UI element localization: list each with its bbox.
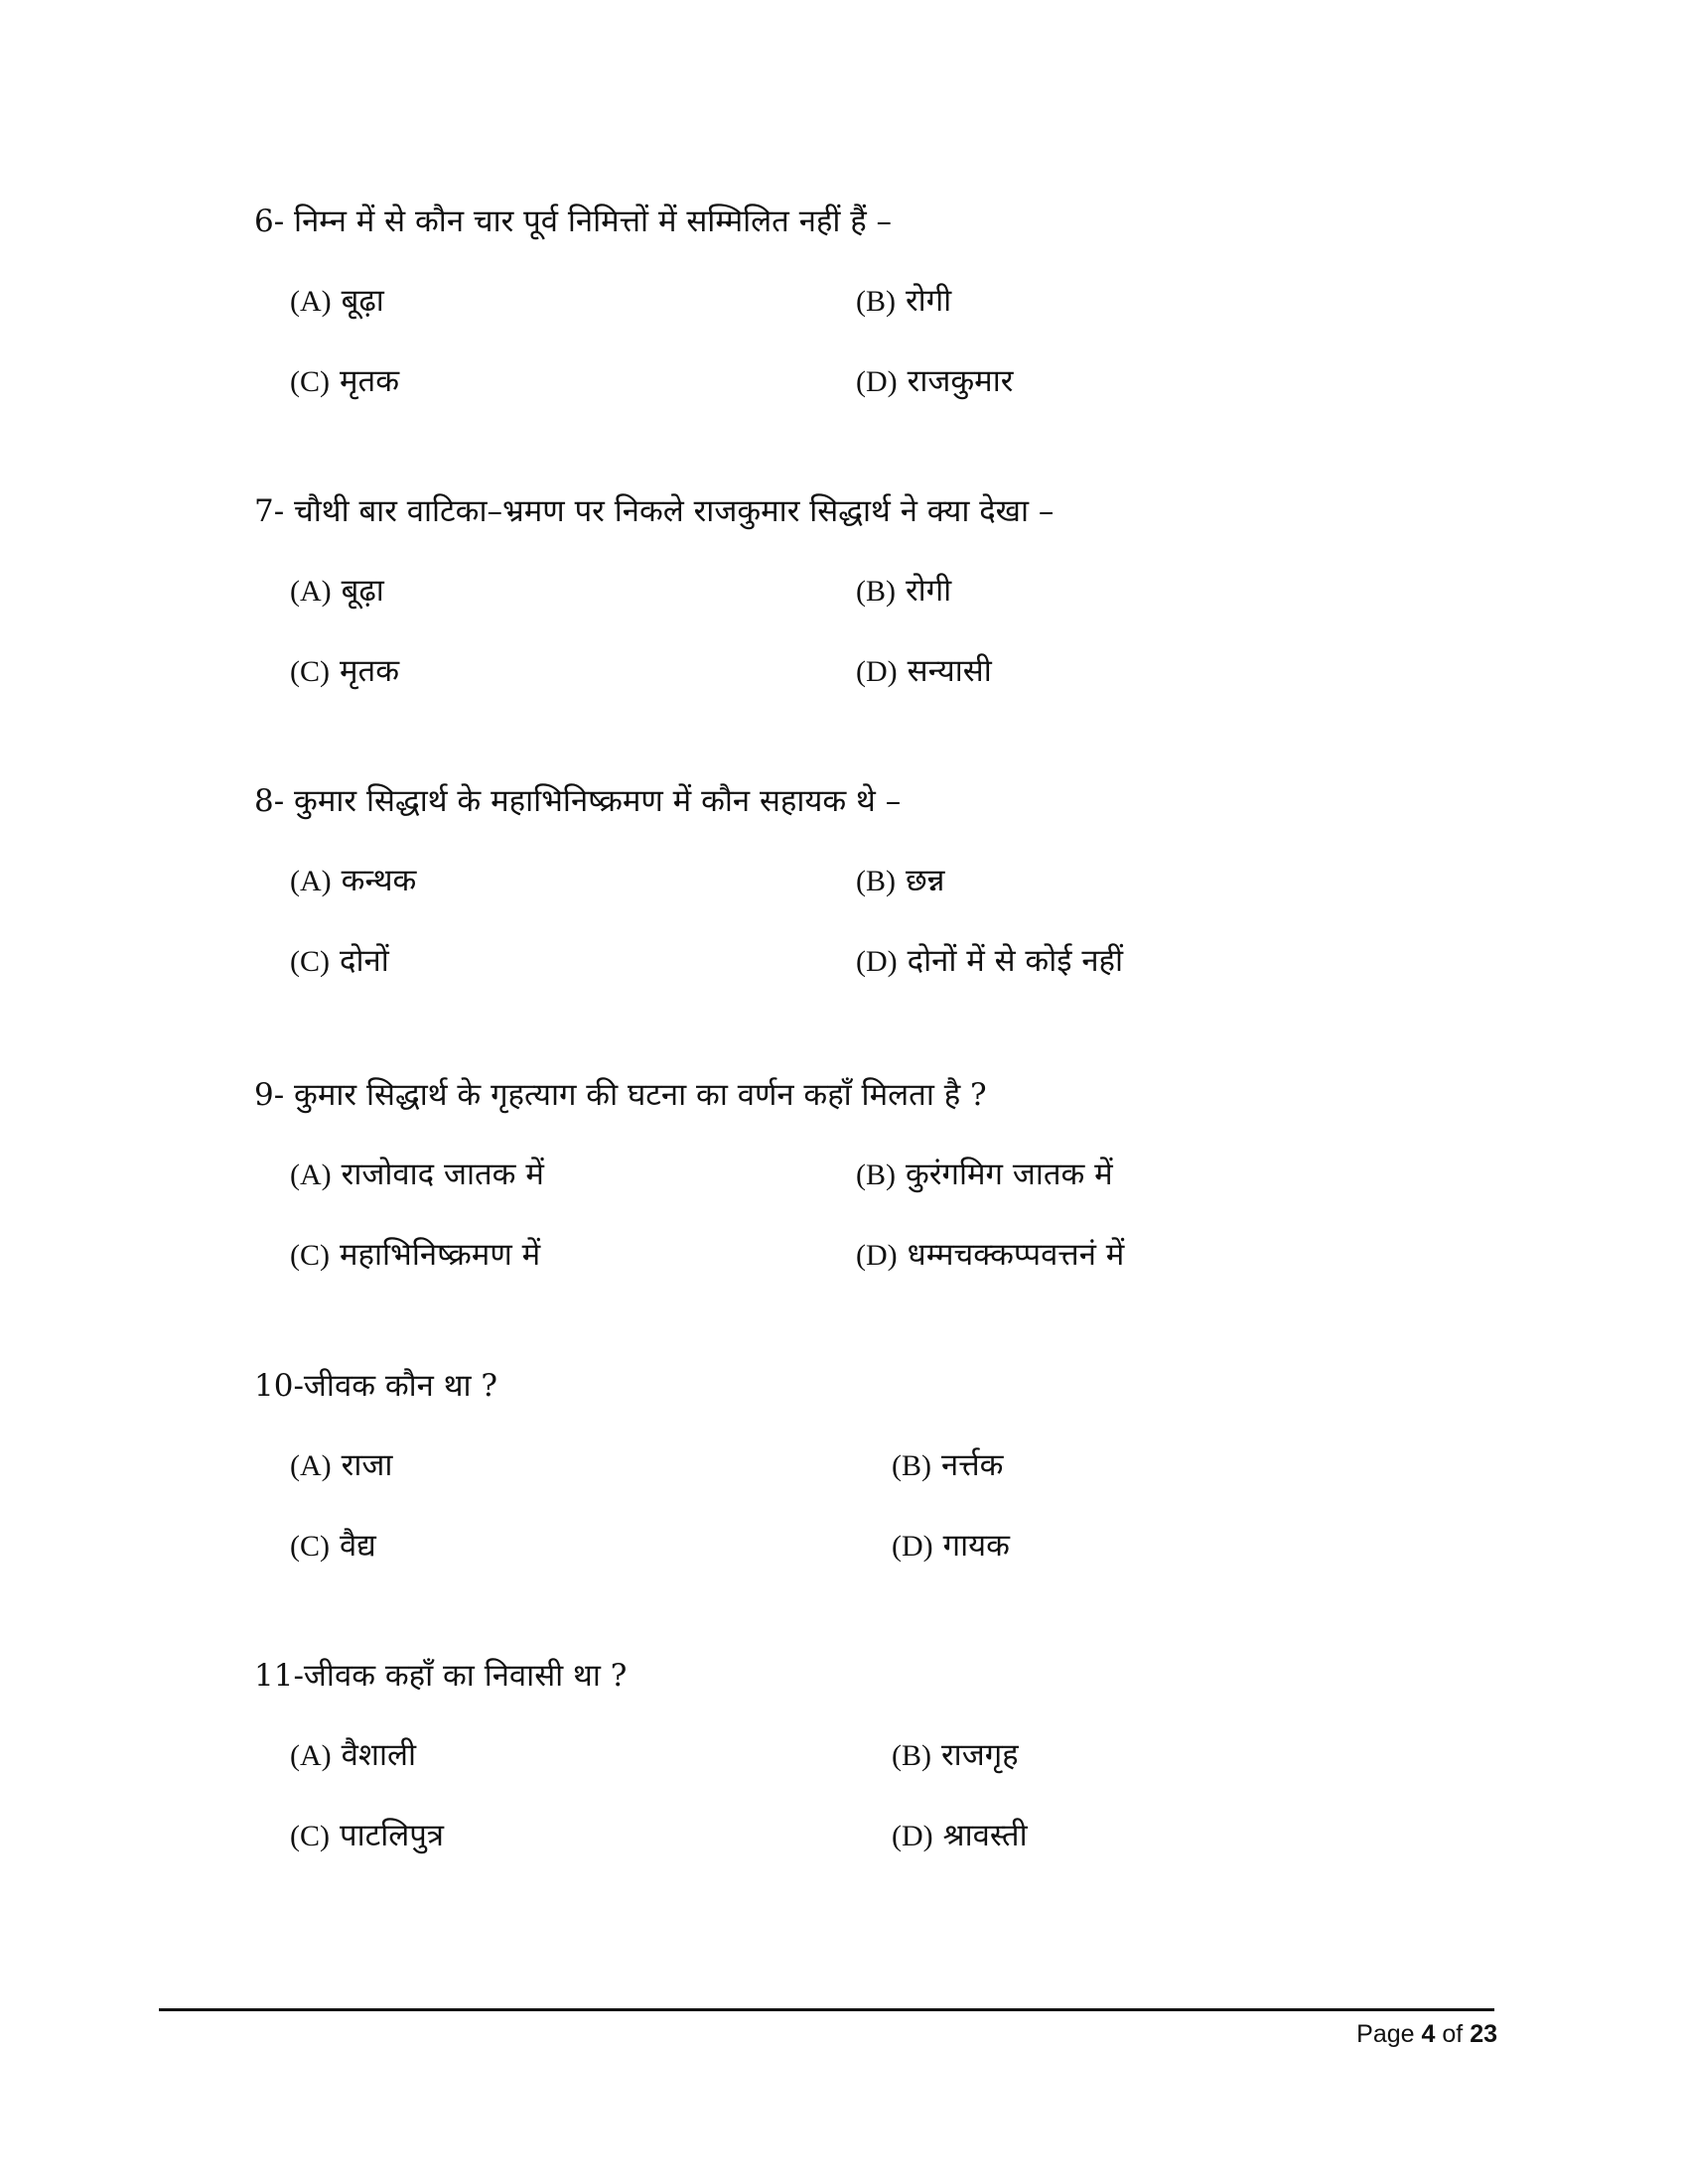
page-separator: of [1442, 2020, 1464, 2048]
option-b [856, 571, 951, 612]
total-pages: 23 [1470, 2020, 1497, 2048]
option-d [856, 941, 1123, 982]
question-10 [0, 1366, 1688, 1624]
option-text: रोगी [906, 283, 952, 319]
option-label: (B) [856, 575, 896, 608]
option-c [290, 651, 399, 692]
option-text: श्रावस्ती [942, 1818, 1028, 1853]
option-a [290, 1155, 544, 1195]
option-c [290, 1526, 376, 1567]
option-text: बूढ़ा [341, 283, 384, 319]
option-label: (B) [856, 285, 896, 318]
option-a [290, 281, 384, 322]
option-label: (B) [892, 1449, 931, 1482]
option-label: (D) [856, 365, 898, 398]
option-text: मृतक [340, 653, 400, 689]
option-c [290, 1235, 540, 1276]
option-text: गायक [942, 1528, 1010, 1564]
option-label: (C) [290, 1530, 330, 1563]
question-11 [0, 1656, 1688, 1914]
option-label: (C) [290, 945, 330, 978]
option-label: (B) [856, 865, 896, 897]
option-a [290, 571, 384, 612]
option-label: (D) [892, 1820, 933, 1852]
question-text: 7- चौथी बार वाटिका–भ्रमण पर निकले राजकुमार सिद्धार्थ ने क्या देखा – [254, 493, 1055, 529]
option-text: राजकुमार [907, 363, 1014, 399]
question-6 [0, 202, 1688, 460]
option-b [856, 1155, 1113, 1195]
option-d [856, 651, 992, 692]
question-8 [0, 781, 1688, 1039]
option-text: छन्न [906, 863, 945, 898]
option-label: (A) [290, 1449, 332, 1482]
question-text: 9- कुमार सिद्धार्थ के गृहत्याग की घटना का वर्णन कहाँ मिलता है ? [254, 1077, 987, 1113]
option-d [856, 361, 1013, 402]
option-text: दोनों में से कोई नहीं [907, 943, 1124, 979]
option-text: कन्थक [341, 863, 417, 898]
option-d [892, 1526, 1010, 1567]
option-b [892, 1735, 1019, 1776]
option-label: (A) [290, 285, 332, 318]
option-text: दोनों [340, 943, 389, 979]
option-label: (D) [856, 945, 898, 978]
option-text: सन्यासी [907, 653, 992, 689]
option-text: पाटलिपुत्र [340, 1818, 445, 1853]
option-text: राजगृह [941, 1737, 1019, 1773]
page-number [1356, 2017, 1497, 2051]
question-text: 10-जीवक कौन था ? [254, 1368, 498, 1404]
option-label: (A) [290, 575, 332, 608]
option-label: (D) [856, 655, 898, 688]
option-text: रोगी [906, 573, 952, 609]
option-d [892, 1816, 1028, 1856]
current-page: 4 [1421, 2020, 1436, 2048]
option-b [856, 861, 944, 901]
question-text: 8- कुमार सिद्धार्थ के महाभिनिष्क्रमण में कौन सहायक थे – [254, 783, 902, 819]
option-text: धम्मचक्कप्पवत्तनं में [907, 1237, 1125, 1273]
option-text: नर्त्तक [941, 1447, 1004, 1483]
question-text: 11-जीवक कहाँ का निवासी था ? [254, 1658, 628, 1694]
option-label: (C) [290, 1820, 330, 1852]
page-prefix: Page [1356, 2020, 1415, 2048]
option-label: (C) [290, 655, 330, 688]
option-text: कुरंगमिग जातक में [906, 1157, 1113, 1192]
footer-divider [159, 2008, 1494, 2011]
option-c [290, 941, 389, 982]
option-text: राजोवाद जातक में [341, 1157, 544, 1192]
option-label: (B) [856, 1159, 896, 1191]
option-text: राजा [341, 1447, 393, 1483]
option-c [290, 1816, 444, 1856]
option-text: वैद्य [340, 1528, 376, 1564]
option-label: (A) [290, 1159, 332, 1191]
option-b [856, 281, 951, 322]
option-text: मृतक [340, 363, 400, 399]
question-text: 6- निम्न में से कौन चार पूर्व निमित्तों में सम्मिलित नहीं हैं – [254, 204, 893, 239]
option-b [892, 1445, 1003, 1486]
option-label: (C) [290, 365, 330, 398]
option-label: (D) [856, 1239, 898, 1272]
option-d [856, 1235, 1124, 1276]
option-c [290, 361, 399, 402]
option-a [290, 861, 416, 901]
option-label: (A) [290, 865, 332, 897]
option-text: वैशाली [341, 1737, 417, 1773]
option-text: बूढ़ा [341, 573, 384, 609]
question-9 [0, 1075, 1688, 1333]
option-label: (D) [892, 1530, 933, 1563]
option-a [290, 1445, 392, 1486]
option-a [290, 1735, 416, 1776]
question-7 [0, 491, 1688, 750]
option-label: (B) [892, 1739, 931, 1772]
option-label: (A) [290, 1739, 332, 1772]
option-label: (C) [290, 1239, 330, 1272]
option-text: महाभिनिष्क्रमण में [340, 1237, 541, 1273]
